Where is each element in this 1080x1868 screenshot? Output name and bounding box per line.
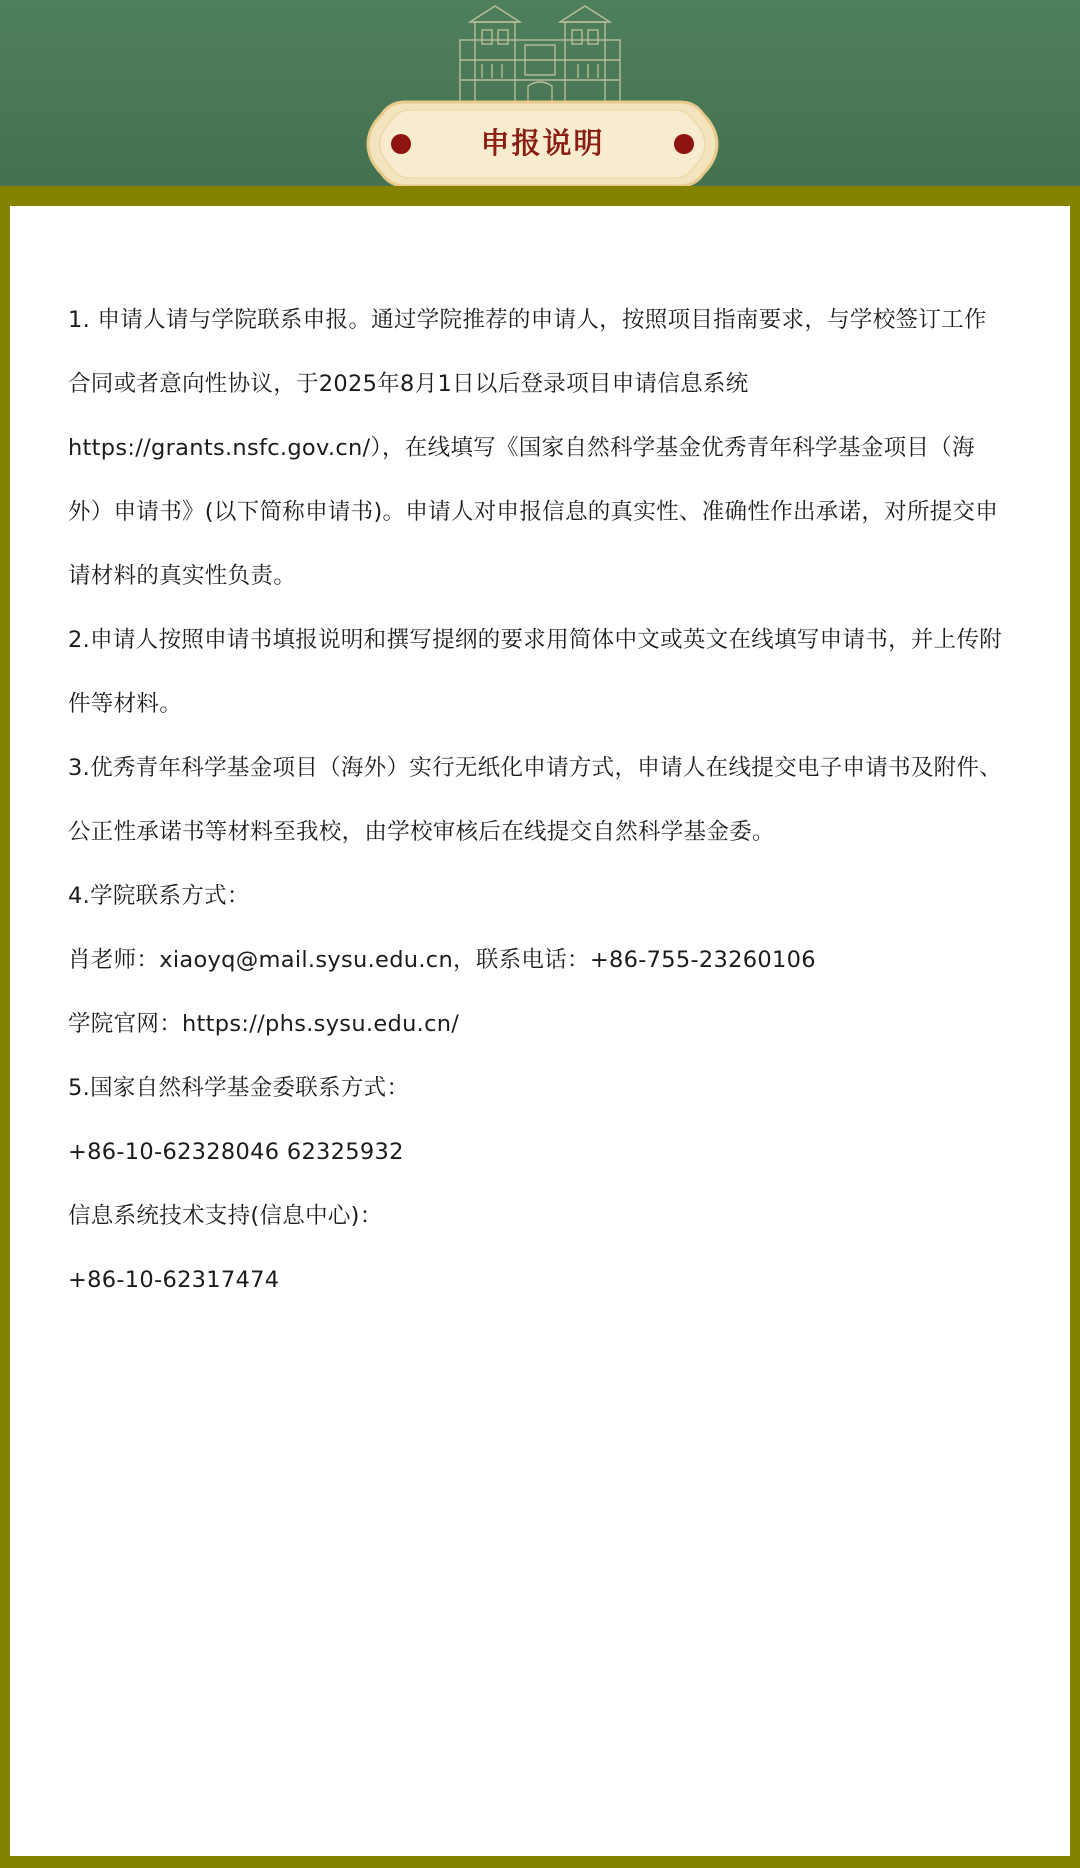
building-illustration <box>440 0 640 110</box>
college-website: 学院官网：https://phs.sysu.edu.cn/ <box>68 1011 460 1037</box>
nsfc-phone: +86-10-62328046 62325932 <box>68 1139 404 1165</box>
paragraph-3: 3.优秀青年科学基金项目（海外）实行无纸化申请方式，申请人在线提交电子申请书及附件、公正性承诺书等材料至我校，由学校审核后在线提交自然科学基金委。 <box>68 755 1003 845</box>
college-contact-detail: 肖老师：xiaoyq@mail.sysu.edu.cn，联系电话：+86-755-23260106 <box>68 947 816 973</box>
paragraph-1: 1. 申请人请与学院联系申报。通过学院推荐的申请人，按照项目指南要求，与学校签订工作合同或者意向性协议，于2025年8月1日以后登录项目申请信息系统https://grants.nsfc.gov.cn/），在线填写《国家自然科学基金优秀青年科学基金项目（海外）申请书》(以下简称申请书)。申请人对申报信息的真实性、准确性作出承诺，对所提交申请材料的真实性负责。 <box>68 307 999 589</box>
page-title: 申报说明 <box>480 126 605 160</box>
paragraph-2: 2.申请人按照申请书填报说明和撰写提纲的要求用简体中文或英文在线填写申请书，并上传附件等材料。 <box>68 627 1003 717</box>
tech-support-heading: 信息系统技术支持(信息中心)： <box>68 1203 383 1229</box>
instructions-body <box>68 288 1008 1312</box>
tech-support-phone: +86-10-62317474 <box>68 1267 280 1293</box>
header-banner <box>0 0 1080 190</box>
college-contact-heading: 4.学院联系方式： <box>68 883 250 909</box>
nsfc-contact-heading: 5.国家自然科学基金委联系方式： <box>68 1075 410 1101</box>
